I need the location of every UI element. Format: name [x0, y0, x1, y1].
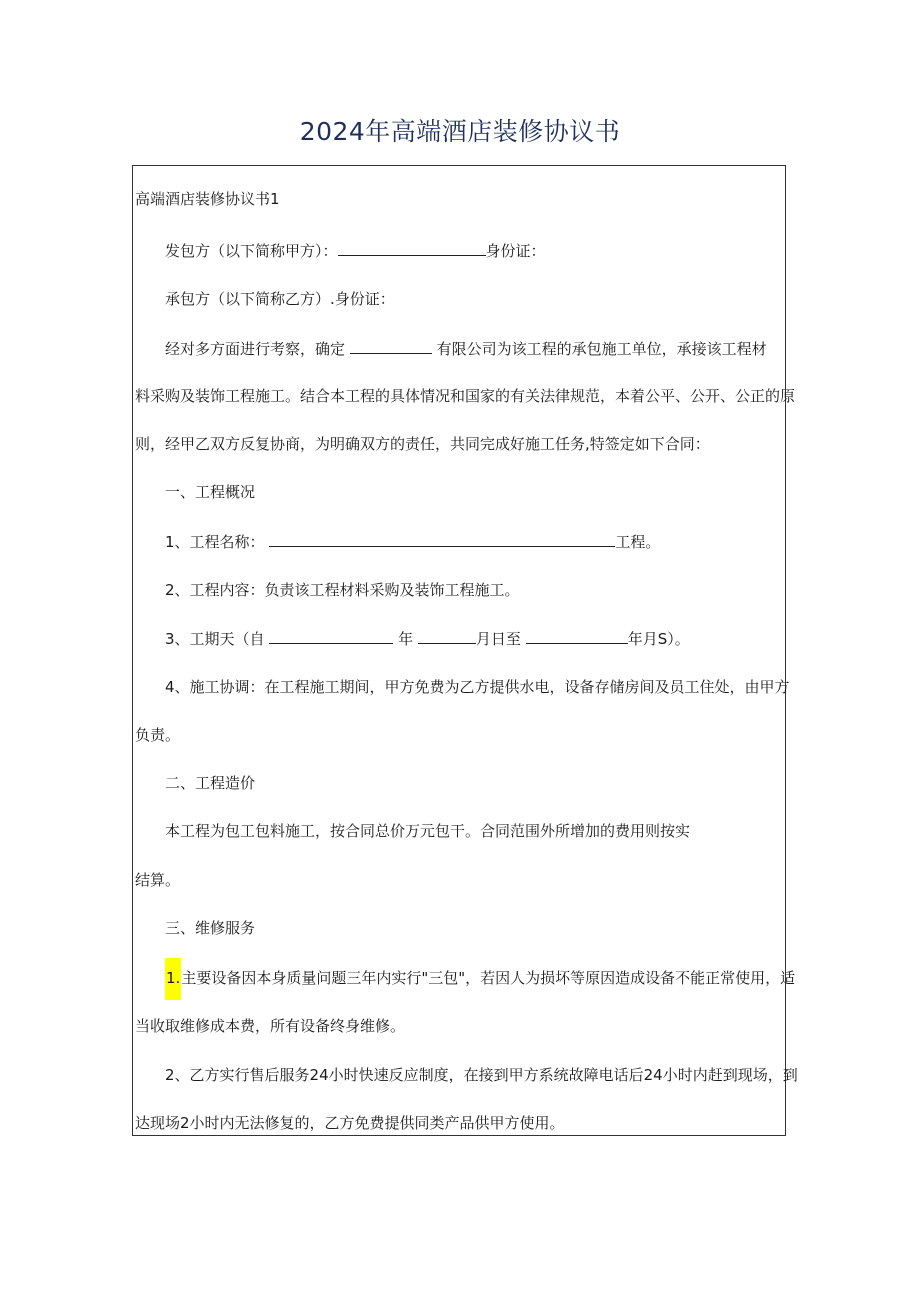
- project-name-suffix: 工程。: [615, 533, 661, 551]
- intro-line-3: 则，经甲乙双方反复协商，为明确双方的责任，共同完成好施工任务,特签定如下合同：: [135, 435, 710, 453]
- party-b-line: 承包方（以下简称乙方）.身份证：: [165, 290, 395, 308]
- contractor-company-blank: [350, 338, 432, 354]
- intro-text-2: 有限公司为该工程的承包施工单位，承接该工程材: [436, 340, 767, 358]
- warranty-item-2-line-2: 达现场2小时内无法修复的，乙方免费提供同类产品供甲方使用。: [135, 1114, 565, 1132]
- duration-mid-text: 月日至: [475, 630, 521, 648]
- project-content-line: 2、工程内容：负责该工程材料采购及装饰工程施工。: [165, 581, 520, 599]
- content-frame: [132, 165, 786, 1136]
- warranty-item-1-text: 主要设备因本身质量问题三年内实行"三包"，若因人为损坏等原因造成设备不能正常使用，适: [181, 969, 796, 987]
- warranty-item-2-line-1: 2、乙方实行售后服务24小时快速反应制度，在接到甲方系统故障电话后24小时内赶到现场，到: [165, 1066, 798, 1084]
- duration-year-text: 年: [398, 630, 414, 648]
- party-a-label: 发包方（以下简称甲方）：: [165, 242, 338, 260]
- duration-end-text: 年月S）。: [627, 630, 690, 648]
- project-name-line: [165, 531, 660, 552]
- party-a-line: [165, 240, 546, 261]
- duration-label: 3、工期天（自: [165, 630, 265, 648]
- party-a-id-label: 身份证：: [485, 242, 546, 260]
- contract-heading: 高端酒店装修协议书1: [135, 190, 280, 208]
- section-3-title: 三、维修服务: [165, 919, 256, 937]
- section-2-title: 二、工程造价: [165, 774, 256, 792]
- duration-line: [165, 628, 690, 649]
- intro-text-1: 经对多方面进行考察，确定: [165, 340, 346, 358]
- end-year-blank: [526, 628, 628, 644]
- warranty-item-1-line-1: [165, 968, 795, 988]
- start-year-blank: [269, 628, 393, 644]
- party-a-name-blank: [338, 240, 486, 256]
- price-line-2: 结算。: [135, 871, 181, 889]
- warranty-item-1-line-2: 当收取维修成本费，所有设备终身维修。: [135, 1017, 406, 1035]
- coordination-line-1: 4、施工协调：在工程施工期间，甲方免费为乙方提供水电，设备存储房间及员工住处，由甲方: [165, 678, 790, 696]
- coordination-line-2: 负责。: [135, 726, 181, 744]
- project-name-label: 1、工程名称：: [165, 533, 265, 551]
- intro-line-2: 料采购及装饰工程施工。结合本工程的具体情况和国家的有关法律规范，本着公平、公开、公正的原: [135, 387, 796, 405]
- project-name-blank: [269, 531, 615, 547]
- start-month-blank: [418, 628, 476, 644]
- intro-line-1: [165, 338, 767, 359]
- section-1-title: 一、工程概况: [165, 483, 256, 501]
- price-line-1: 本工程为包工包料施工，按合同总价万元包干。合同范围外所增加的费用则按实: [165, 822, 691, 840]
- highlighted-item-marker: 1.: [165, 958, 181, 1000]
- document-title: 2024年高端酒店装修协议书: [299, 117, 621, 146]
